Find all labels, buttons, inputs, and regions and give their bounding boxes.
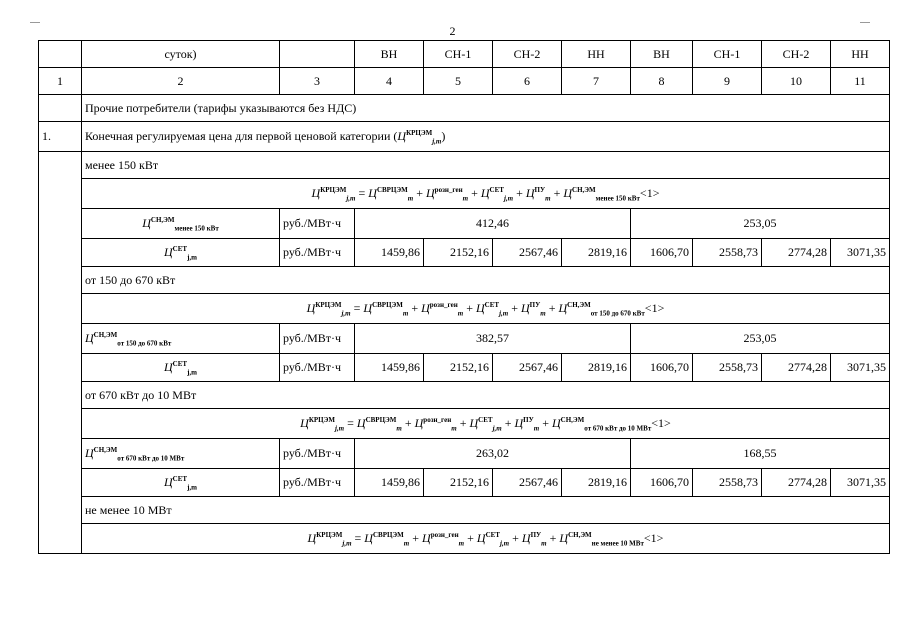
formula-row (39, 409, 890, 439)
page-number: 2 (449, 24, 456, 38)
value-cell: 2567,46 (493, 354, 562, 382)
header-cell: СН-1 (693, 41, 762, 68)
value-cell: 2567,46 (493, 469, 562, 497)
cost-row (39, 439, 890, 469)
value-cell: 1606,70 (631, 239, 693, 267)
section-label-row (39, 382, 890, 409)
value-cell: 2152,16 (424, 469, 493, 497)
value-cell: 2774,28 (762, 239, 831, 267)
cost-row (39, 209, 890, 239)
value-cell: 3071,35 (831, 239, 890, 267)
formula-row (39, 524, 890, 554)
value-cell: 1459,86 (355, 354, 424, 382)
tariff-table (38, 40, 890, 554)
net-row (39, 469, 890, 497)
cost-row (39, 324, 890, 354)
net-label: $Ц^{СЕТ}_{j,m}$ (82, 239, 280, 267)
section-label: не менее 10 МВт (82, 497, 890, 524)
col-number: 3 (280, 68, 355, 95)
unit-cell: руб./МВт·ч (280, 469, 355, 497)
col-number: 2 (82, 68, 280, 95)
header-cell: НН (831, 41, 890, 68)
section-label-row (39, 152, 890, 179)
value-cell: 2558,73 (693, 469, 762, 497)
value-cell: 1606,70 (631, 469, 693, 497)
cost-label: $Ц^{СН,ЭМ}_{от 670 кВт до 10 МВт}$ (82, 439, 280, 469)
value-cell: 2774,28 (762, 469, 831, 497)
header-cell: СН-2 (762, 41, 831, 68)
value-cell: 2152,16 (424, 354, 493, 382)
cost-label: $Ц^{СН,ЭМ}_{от 150 до 670 кВт}$ (82, 324, 280, 354)
scan-mark (860, 22, 870, 23)
item-row (39, 122, 890, 152)
formula-row (39, 294, 890, 324)
value-cell: 2152,16 (424, 239, 493, 267)
header-cell (280, 41, 355, 68)
col-number: 1 (39, 68, 82, 95)
header-cell: СН-1 (424, 41, 493, 68)
header-cell: ВН (355, 41, 424, 68)
value-cell: 3071,35 (831, 469, 890, 497)
section-label: от 150 до 670 кВт (82, 267, 890, 294)
header-cell: НН (562, 41, 631, 68)
unit-cell: руб./МВт·ч (280, 354, 355, 382)
value-cell: 2819,16 (562, 354, 631, 382)
other-consumers-row (39, 95, 890, 122)
formula: $Ц^{КРЦЭМ}_{j,m} = Ц^{СВРЦЭМ}_m + Ц^{розн\_ген}_m + Ц^{СЕТ}_{j,m} + Ц^{ПУ}_m + Ц^{СН,ЭМ}_{не менее 10 МВт}<1>$ (82, 524, 890, 554)
section-label: от 670 кВт до 10 МВт (82, 382, 890, 409)
col-number: 6 (493, 68, 562, 95)
value-cell: 253,05 (631, 324, 890, 354)
unit-cell: руб./МВт·ч (280, 439, 355, 469)
value-cell: 2819,16 (562, 469, 631, 497)
value-cell: 2558,73 (693, 354, 762, 382)
col-number: 11 (831, 68, 890, 95)
formula: $Ц^{КРЦЭМ}_{j,m} = Ц^{СВРЦЭМ}_m + Ц^{розн\_ген}_m + Ц^{СЕТ}_{j,m} + Ц^{ПУ}_m + Ц^{СН,ЭМ}_{менее 150 кВт}<1>$ (82, 179, 890, 209)
value-cell: 263,02 (355, 439, 631, 469)
col-number: 8 (631, 68, 693, 95)
value-cell: 1606,70 (631, 354, 693, 382)
value-cell: 3071,35 (831, 354, 890, 382)
col-number: 5 (424, 68, 493, 95)
item-title: Конечная регулируемая цена для первой ценовой категории $(Ц^{КРЦЭМ}_{j,m})$ (82, 122, 890, 152)
formula: $Ц^{КРЦЭМ}_{j,m} = Ц^{СВРЦЭМ}_m + Ц^{розн\_ген}_m + Ц^{СЕТ}_{j,m} + Ц^{ПУ}_m + Ц^{СН,ЭМ}_{от 150 до 670 кВт}<1>$ (82, 294, 890, 324)
col-number: 10 (762, 68, 831, 95)
column-numbers-row (39, 68, 890, 95)
formula-row (39, 179, 890, 209)
net-row (39, 354, 890, 382)
header-cell: суток) (82, 41, 280, 68)
section-label: менее 150 кВт (82, 152, 890, 179)
value-cell: 1459,86 (355, 239, 424, 267)
value-cell: 2819,16 (562, 239, 631, 267)
header-row (39, 41, 890, 68)
unit-cell: руб./МВт·ч (280, 239, 355, 267)
net-row (39, 239, 890, 267)
header-cell: СН-2 (493, 41, 562, 68)
unit-cell: руб./МВт·ч (280, 324, 355, 354)
scan-mark (30, 22, 40, 23)
cost-label: $Ц^{СН,ЭМ}_{менее 150 кВт}$ (82, 209, 280, 239)
header-cell: ВН (631, 41, 693, 68)
col-number: 4 (355, 68, 424, 95)
value-cell: 1459,86 (355, 469, 424, 497)
formula: $Ц^{КРЦЭМ}_{j,m} = Ц^{СВРЦЭМ}_m + Ц^{розн\_ген}_m + Ц^{СЕТ}_{j,m} + Ц^{ПУ}_m + Ц^{СН,ЭМ}_{от 670 кВт до 10 МВт}<1>$ (82, 409, 890, 439)
section-label-row (39, 497, 890, 524)
value-cell: 168,55 (631, 439, 890, 469)
unit-cell: руб./МВт·ч (280, 209, 355, 239)
net-label: $Ц^{СЕТ}_{j,m}$ (82, 354, 280, 382)
other-consumers-label: Прочие потребители (тарифы указываются без НДС) (82, 95, 890, 122)
value-cell: 2558,73 (693, 239, 762, 267)
item-number: 1. (39, 122, 82, 152)
value-cell: 253,05 (631, 209, 890, 239)
value-cell: 2774,28 (762, 354, 831, 382)
value-cell: 412,46 (355, 209, 631, 239)
section-label-row (39, 267, 890, 294)
value-cell: 2567,46 (493, 239, 562, 267)
col-number: 7 (562, 68, 631, 95)
value-cell: 382,57 (355, 324, 631, 354)
net-label: $Ц^{СЕТ}_{j,m}$ (82, 469, 280, 497)
col-number: 9 (693, 68, 762, 95)
